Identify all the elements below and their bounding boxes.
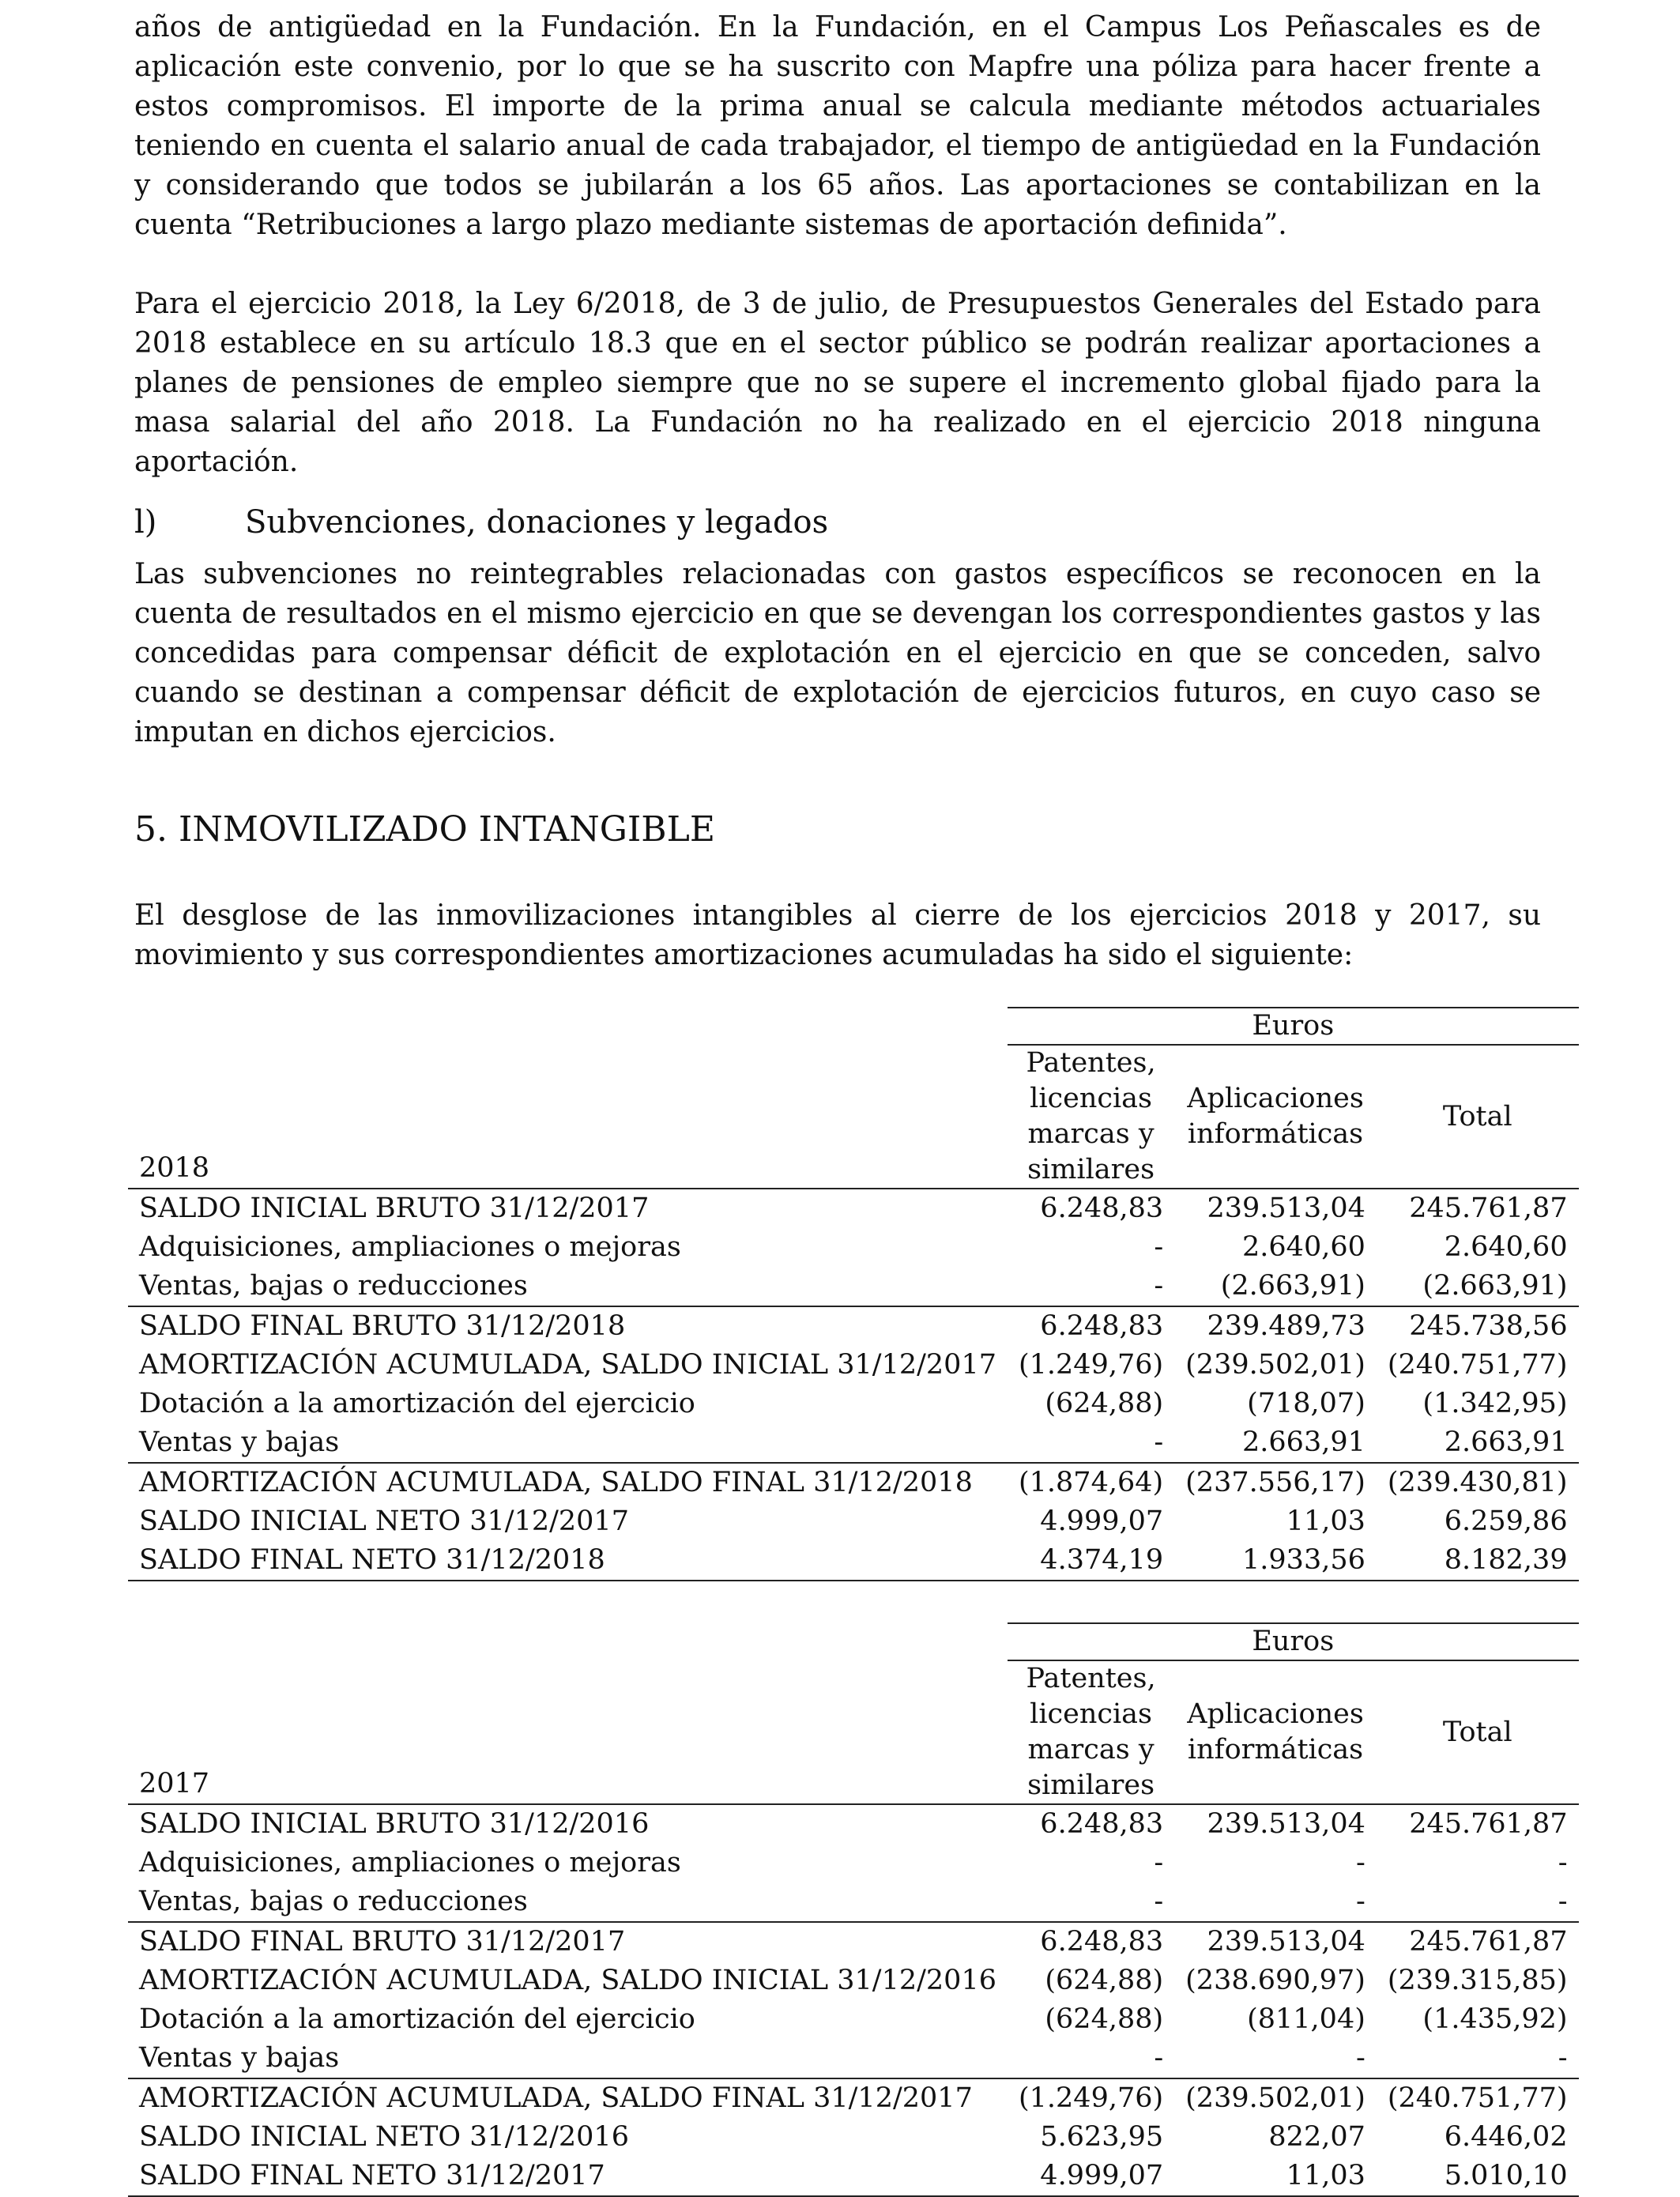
value-patentes: 5.623,95 bbox=[1040, 2121, 1164, 2153]
table-row bbox=[128, 1228, 1579, 1267]
table-row bbox=[128, 1502, 1579, 1541]
value-patentes: 6.248,83 bbox=[1040, 1926, 1164, 1958]
value-aplicaciones: (2.663,91) bbox=[1174, 1267, 1377, 1306]
value-patentes: 4.999,07 bbox=[1040, 1505, 1164, 1537]
col-header-total: Total bbox=[1377, 1660, 1579, 1804]
value-patentes: 4.999,07 bbox=[1008, 2157, 1174, 2196]
value-total: 245.761,87 bbox=[1409, 1926, 1568, 1958]
value-aplicaciones: 2.663,91 bbox=[1174, 1423, 1377, 1463]
table-row bbox=[128, 1922, 1579, 1961]
value-total: (239.315,85) bbox=[1387, 1965, 1568, 1996]
row-label: AMORTIZACIÓN ACUMULADA, SALDO INICIAL 31/12/2016 bbox=[139, 1965, 996, 1996]
value-total: 8.182,39 bbox=[1377, 1541, 1579, 1581]
section-title: 5. INMOVILIZADO INTANGIBLE bbox=[134, 809, 715, 850]
value-aplicaciones: 11,03 bbox=[1286, 1505, 1365, 1537]
value-total: (240.751,77) bbox=[1387, 1349, 1568, 1381]
row-label: SALDO FINAL NETO 31/12/2017 bbox=[128, 2157, 1008, 2196]
row-label: AMORTIZACIÓN ACUMULADA, SALDO INICIAL 31/12/2017 bbox=[139, 1349, 996, 1381]
value-total: - bbox=[1377, 1882, 1579, 1922]
row-label: Dotación a la amortización del ejercicio bbox=[139, 2003, 695, 2035]
value-aplicaciones: 239.489,73 bbox=[1207, 1310, 1365, 1342]
value-patentes: - bbox=[1008, 1267, 1174, 1306]
value-patentes: - bbox=[1008, 2039, 1174, 2078]
table-row bbox=[128, 1844, 1579, 1882]
row-label: AMORTIZACIÓN ACUMULADA, SALDO FINAL 31/12/2017 bbox=[139, 2082, 973, 2114]
row-label: Ventas, bajas o reducciones bbox=[128, 1267, 1008, 1306]
table-row bbox=[128, 1267, 1579, 1306]
table-row bbox=[128, 2157, 1579, 2196]
value-total: 245.761,87 bbox=[1409, 1808, 1568, 1840]
row-label: SALDO FINAL BRUTO 31/12/2018 bbox=[139, 1310, 626, 1342]
value-patentes: (624,88) bbox=[1045, 1388, 1164, 1419]
value-aplicaciones: (239.502,01) bbox=[1185, 2082, 1365, 2114]
col-header-aplicaciones: Aplicaciones informáticas bbox=[1174, 1660, 1377, 1804]
col-header-total: Total bbox=[1377, 1045, 1579, 1189]
table-row bbox=[128, 1961, 1579, 2000]
row-label: SALDO FINAL NETO 31/12/2018 bbox=[128, 1541, 1008, 1581]
value-total: 245.761,87 bbox=[1409, 1193, 1568, 1224]
value-aplicaciones: (718,07) bbox=[1247, 1388, 1365, 1419]
value-patentes: 6.248,83 bbox=[1040, 1808, 1164, 1840]
value-total: 6.259,86 bbox=[1444, 1505, 1568, 1537]
value-aplicaciones: 11,03 bbox=[1174, 2157, 1377, 2196]
row-label: SALDO INICIAL BRUTO 31/12/2017 bbox=[139, 1193, 650, 1224]
table-row bbox=[128, 2039, 1579, 2078]
value-total: (2.663,91) bbox=[1377, 1267, 1579, 1306]
value-total: 2.663,91 bbox=[1377, 1423, 1579, 1463]
euros-header: Euros bbox=[1008, 1008, 1579, 1045]
value-aplicaciones: - bbox=[1356, 1847, 1365, 1879]
table-row bbox=[128, 1463, 1579, 1502]
euros-header: Euros bbox=[1008, 1623, 1579, 1660]
value-patentes: - bbox=[1008, 1882, 1174, 1922]
row-label: Adquisiciones, ampliaciones o mejoras bbox=[139, 1231, 681, 1263]
value-total: (1.435,92) bbox=[1422, 2003, 1568, 2035]
value-aplicaciones: 1.933,56 bbox=[1174, 1541, 1377, 1581]
col-header-patentes: Patentes, licencias marcas y similares bbox=[1008, 1045, 1174, 1189]
value-aplicaciones: 2.640,60 bbox=[1242, 1231, 1365, 1263]
row-label: Ventas, bajas o reducciones bbox=[128, 1882, 1008, 1922]
row-label: AMORTIZACIÓN ACUMULADA, SALDO FINAL 31/12/2018 bbox=[139, 1467, 973, 1498]
table-row bbox=[128, 2078, 1579, 2118]
value-patentes: (1.249,76) bbox=[1018, 2082, 1164, 2114]
value-total: 2.640,60 bbox=[1444, 1231, 1568, 1263]
table-row bbox=[128, 1423, 1579, 1463]
col-header-aplicaciones: Aplicaciones informáticas bbox=[1174, 1045, 1377, 1189]
table-row bbox=[128, 2000, 1579, 2039]
row-label: Ventas y bajas bbox=[128, 1423, 1008, 1463]
value-aplicaciones: - bbox=[1174, 2039, 1377, 2078]
year-label: 2018 bbox=[128, 1045, 1008, 1189]
value-aplicaciones: (811,04) bbox=[1247, 2003, 1365, 2035]
value-patentes: (624,88) bbox=[1045, 1965, 1164, 1996]
value-patentes: 6.248,83 bbox=[1040, 1310, 1164, 1342]
row-label: Ventas y bajas bbox=[128, 2039, 1008, 2078]
table-row bbox=[128, 1541, 1579, 1581]
value-patentes: - bbox=[1154, 1847, 1164, 1879]
table-row bbox=[128, 1306, 1579, 1346]
value-total: 5.010,10 bbox=[1377, 2157, 1579, 2196]
value-patentes: (1.874,64) bbox=[1018, 1467, 1164, 1498]
value-patentes: - bbox=[1008, 1423, 1174, 1463]
value-total: - bbox=[1558, 1847, 1568, 1879]
row-label: Adquisiciones, ampliaciones o mejoras bbox=[139, 1847, 681, 1879]
table-2018 bbox=[128, 1007, 1579, 1581]
value-aplicaciones: (238.690,97) bbox=[1185, 1965, 1365, 1996]
row-label: SALDO INICIAL NETO 31/12/2017 bbox=[139, 1505, 629, 1537]
table-row bbox=[128, 1882, 1579, 1922]
value-total: (239.430,81) bbox=[1387, 1467, 1568, 1498]
col-header-patentes: Patentes, licencias marcas y similares bbox=[1008, 1660, 1174, 1804]
year-label: 2017 bbox=[128, 1660, 1008, 1804]
value-patentes: 4.374,19 bbox=[1008, 1541, 1174, 1581]
value-aplicaciones: 239.513,04 bbox=[1207, 1193, 1365, 1224]
row-label: SALDO INICIAL BRUTO 31/12/2016 bbox=[139, 1808, 650, 1840]
value-patentes: (1.249,76) bbox=[1018, 1349, 1164, 1381]
value-total: - bbox=[1377, 2039, 1579, 2078]
table-2017 bbox=[128, 1622, 1579, 2197]
subheading-subvenciones bbox=[134, 503, 1541, 542]
subheading-text: Subvenciones, donaciones y legados bbox=[245, 504, 829, 541]
value-total: 245.738,56 bbox=[1409, 1310, 1568, 1342]
table-row bbox=[128, 1804, 1579, 1844]
value-patentes: (624,88) bbox=[1045, 2003, 1164, 2035]
row-label: Dotación a la amortización del ejercicio bbox=[139, 1388, 695, 1419]
table-row bbox=[128, 1346, 1579, 1385]
table-row bbox=[128, 1189, 1579, 1228]
paragraph-pension-commitments: años de antigüedad en la Fundación. En la Fundación, en el Campus Los Peñascales es de aplicación este convenio, por lo que se ha suscrito con Mapfre una póliza para hacer frente a estos compromisos. El importe de la prima anual se calcula mediante métodos actuariales teniendo en cuenta el salario anual de cada trabajador, el tiempo de antigüedad en la Fundación y considerando que todos se jubilarán a los 65 años. Las aportaciones se contabilizan en la cuenta “Retribuciones a largo plazo mediante sistemas de aportación definida”. bbox=[134, 11, 1541, 241]
value-aplicaciones: - bbox=[1174, 1882, 1377, 1922]
paragraph-subvenciones: Las subvenciones no reintegrables relacionadas con gastos específicos se reconocen en la cuenta de resultados en el mismo ejercicio en que se devengan los correspondientes gastos y las concedidas para compensar déficit de explotación en el ejercicio en que se conceden, salvo cuando se destinan a compensar déficit de explotación de ejercicios futuros, en cuyo caso se imputan en dichos ejercicios. bbox=[134, 558, 1541, 748]
value-total: (1.342,95) bbox=[1422, 1388, 1568, 1419]
paragraph-budget-law: Para el ejercicio 2018, la Ley 6/2018, de 3 de julio, de Presupuestos Generales del Estado para 2018 establece en su artículo 18.3 que en el sector público se podrán realizar aportaciones a planes de pensiones de empleo siempre que no se supere el incremento global fijado para la masa salarial del año 2018. La Fundación no ha realizado en el ejercicio 2018 ninguna aportación. bbox=[134, 288, 1541, 478]
value-patentes: - bbox=[1154, 1231, 1164, 1263]
value-aplicaciones: 239.513,04 bbox=[1207, 1808, 1365, 1840]
value-total: 6.446,02 bbox=[1444, 2121, 1568, 2153]
table-row bbox=[128, 2118, 1579, 2157]
value-aplicaciones: (237.556,17) bbox=[1185, 1467, 1365, 1498]
document-page bbox=[134, 8, 1568, 2197]
value-aplicaciones: 822,07 bbox=[1268, 2121, 1365, 2153]
value-patentes: 6.248,83 bbox=[1040, 1193, 1164, 1224]
value-aplicaciones: 239.513,04 bbox=[1207, 1926, 1365, 1958]
value-aplicaciones: (239.502,01) bbox=[1185, 1349, 1365, 1381]
value-total: (240.751,77) bbox=[1387, 2082, 1568, 2114]
paragraph-desglose: El desglose de las inmovilizaciones intangibles al cierre de los ejercicios 2018 y 2017, su movimiento y sus correspondientes amortizaciones acumuladas ha sido el siguiente: bbox=[134, 899, 1541, 971]
subheading-letter: l) bbox=[134, 504, 157, 541]
row-label: SALDO FINAL BRUTO 31/12/2017 bbox=[139, 1926, 626, 1958]
table-row bbox=[128, 1385, 1579, 1423]
row-label: SALDO INICIAL NETO 31/12/2016 bbox=[139, 2121, 629, 2153]
